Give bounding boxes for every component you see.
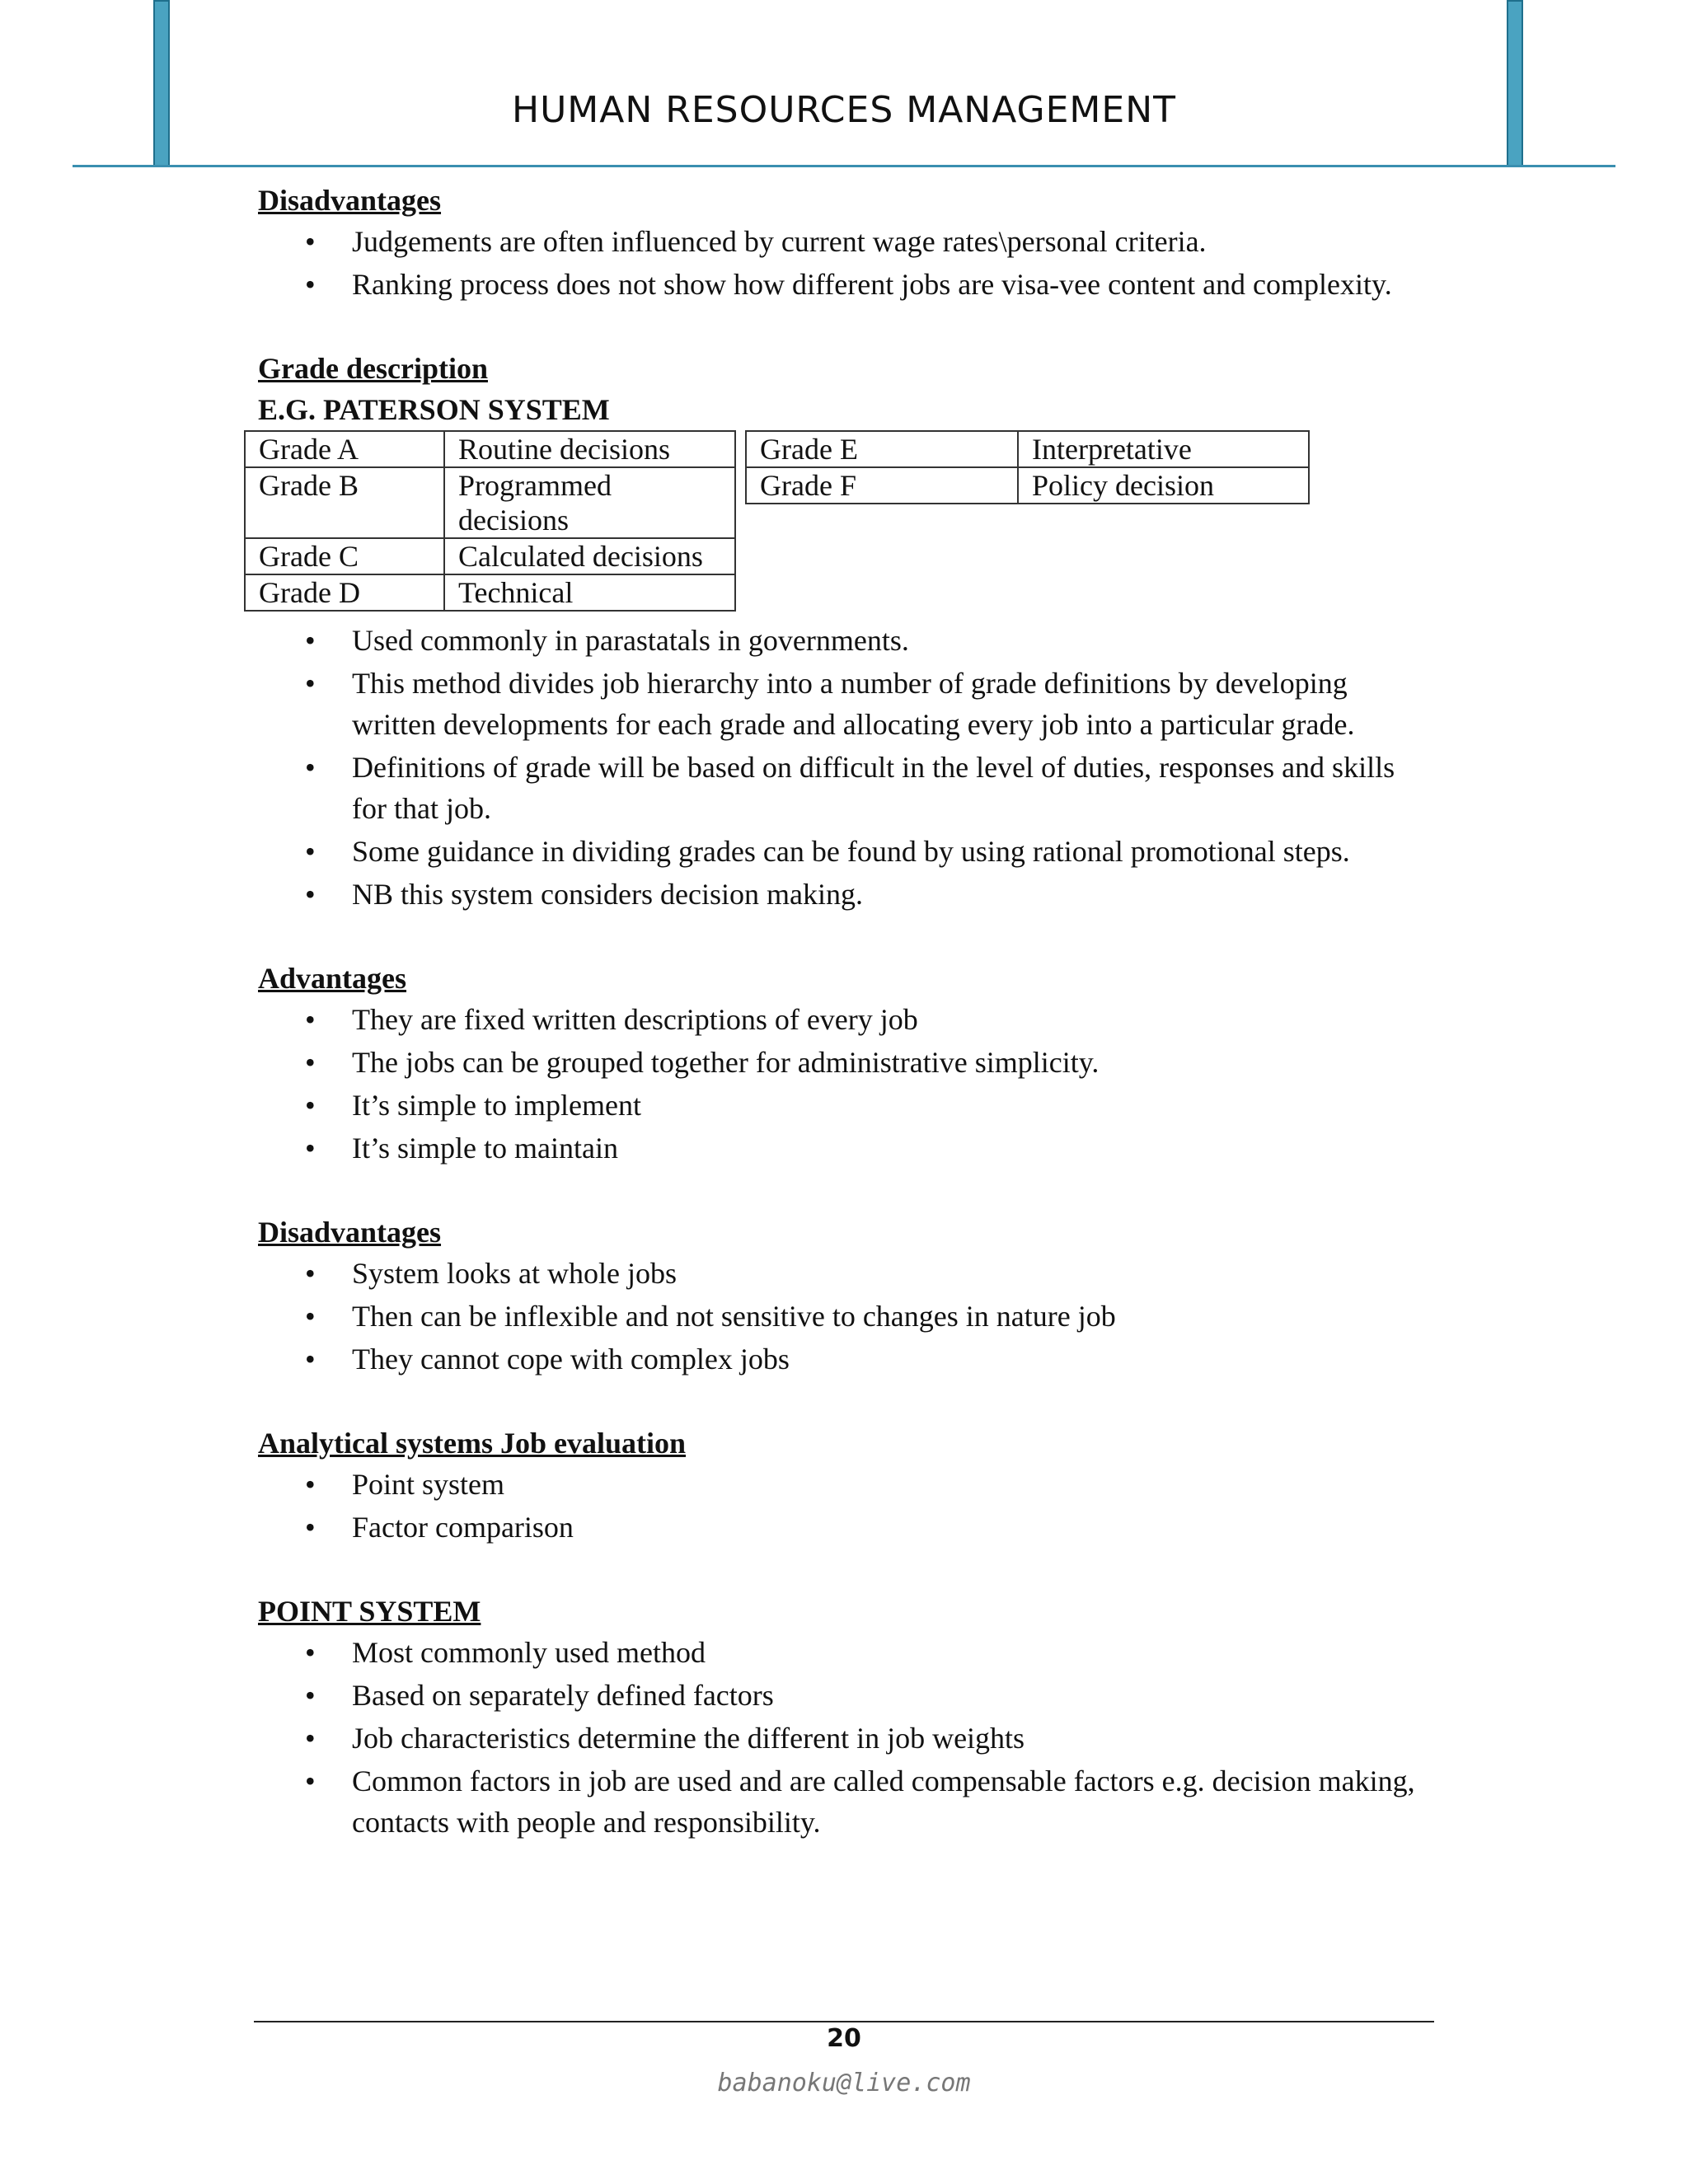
table-cell: Routine decisions: [444, 431, 735, 467]
list-item: • Common factors in job are used and are called compensable factors e.g. decision making, contacts with people and responsibility.: [258, 1760, 1428, 1843]
table-cell: Grade E: [746, 431, 1018, 467]
list-item: • NB this system considers decision making.: [258, 874, 1428, 915]
table-row: [245, 574, 735, 611]
table-cell: Interpretative: [1018, 431, 1309, 467]
page-content: [258, 180, 1428, 1844]
section-heading-disadvantages-1: Disadvantages: [258, 184, 442, 217]
subheading-paterson-system: E.G. PATERSON SYSTEM: [258, 393, 610, 426]
table-row: [245, 467, 735, 538]
table-cell: Grade D: [245, 574, 444, 611]
list-item: • It’s simple to implement: [258, 1085, 1428, 1126]
bullet-list-disadvantages-2: [258, 1253, 1428, 1380]
list-item: • Used commonly in parastatals in governments.: [258, 620, 1428, 661]
section-heading-advantages: Advantages: [258, 962, 407, 995]
list-item: • Some guidance in dividing grades can be found by using rational promotional steps.: [258, 831, 1428, 872]
section-heading-point-system: POINT SYSTEM: [258, 1595, 481, 1628]
list-item: • They are fixed written descriptions of every job: [258, 999, 1428, 1040]
list-item: • Based on separately defined factors: [258, 1675, 1428, 1716]
header-right-bar: [1507, 0, 1523, 166]
bullet-list-disadvantages-1: [258, 221, 1428, 305]
list-item: • They cannot cope with complex jobs: [258, 1338, 1428, 1380]
bullet-list-advantages: [258, 999, 1428, 1169]
header-left-bar: [153, 0, 170, 166]
list-item: • This method divides job hierarchy into a number of grade definitions by developing written developments for each grade and allocating every job into a particular grade.: [258, 663, 1428, 745]
list-item: • System looks at whole jobs: [258, 1253, 1428, 1294]
bullet-list-point-system: [258, 1632, 1428, 1843]
grade-table-left: [244, 430, 736, 612]
bullet-list-grade-description: [258, 620, 1428, 915]
header-rule: [73, 165, 1615, 167]
section-heading-disadvantages-2: Disadvantages: [258, 1216, 442, 1249]
list-item: • Then can be inflexible and not sensitive to changes in nature job: [258, 1296, 1428, 1337]
table-cell: Calculated decisions: [444, 538, 735, 574]
list-item: • Ranking process does not show how different jobs are visa-vee content and complexity.: [258, 264, 1428, 305]
bullet-list-analytical-systems: [258, 1464, 1428, 1548]
table-row: [245, 431, 735, 467]
list-item: • Most commonly used method: [258, 1632, 1428, 1673]
list-item: • Judgements are often influenced by current wage rates\personal criteria.: [258, 221, 1428, 262]
table-row: [245, 538, 735, 574]
section-heading-analytical-systems: Analytical systems Job evaluation: [258, 1427, 687, 1460]
table-cell: Policy decision: [1018, 467, 1309, 504]
page-number: 20: [827, 2024, 861, 2053]
table-row: [746, 467, 1309, 504]
table-cell: Technical: [444, 574, 735, 611]
table-cell: Grade A: [245, 431, 444, 467]
list-item: • It’s simple to maintain: [258, 1127, 1428, 1169]
section-heading-grade-description: Grade description: [258, 352, 488, 385]
footer-rule: [254, 2021, 1434, 2022]
grade-tables: [258, 430, 1428, 620]
footer-email: babanoku@live.com: [717, 2069, 971, 2097]
list-item: • Definitions of grade will be based on difficult in the level of duties, responses and skills for that job.: [258, 747, 1428, 829]
table-cell: Grade F: [746, 467, 1018, 504]
page-header-title: HUMAN RESOURCES MANAGEMENT: [512, 89, 1176, 131]
list-item: • Factor comparison: [258, 1507, 1428, 1548]
table-cell: Grade B: [245, 467, 444, 538]
list-item: • Job characteristics determine the different in job weights: [258, 1718, 1428, 1759]
list-item: • Point system: [258, 1464, 1428, 1505]
list-item: • The jobs can be grouped together for administrative simplicity.: [258, 1042, 1428, 1083]
grade-table-right: [745, 430, 1310, 504]
table-row: [746, 431, 1309, 467]
table-cell: Programmed decisions: [444, 467, 735, 538]
table-cell: Grade C: [245, 538, 444, 574]
